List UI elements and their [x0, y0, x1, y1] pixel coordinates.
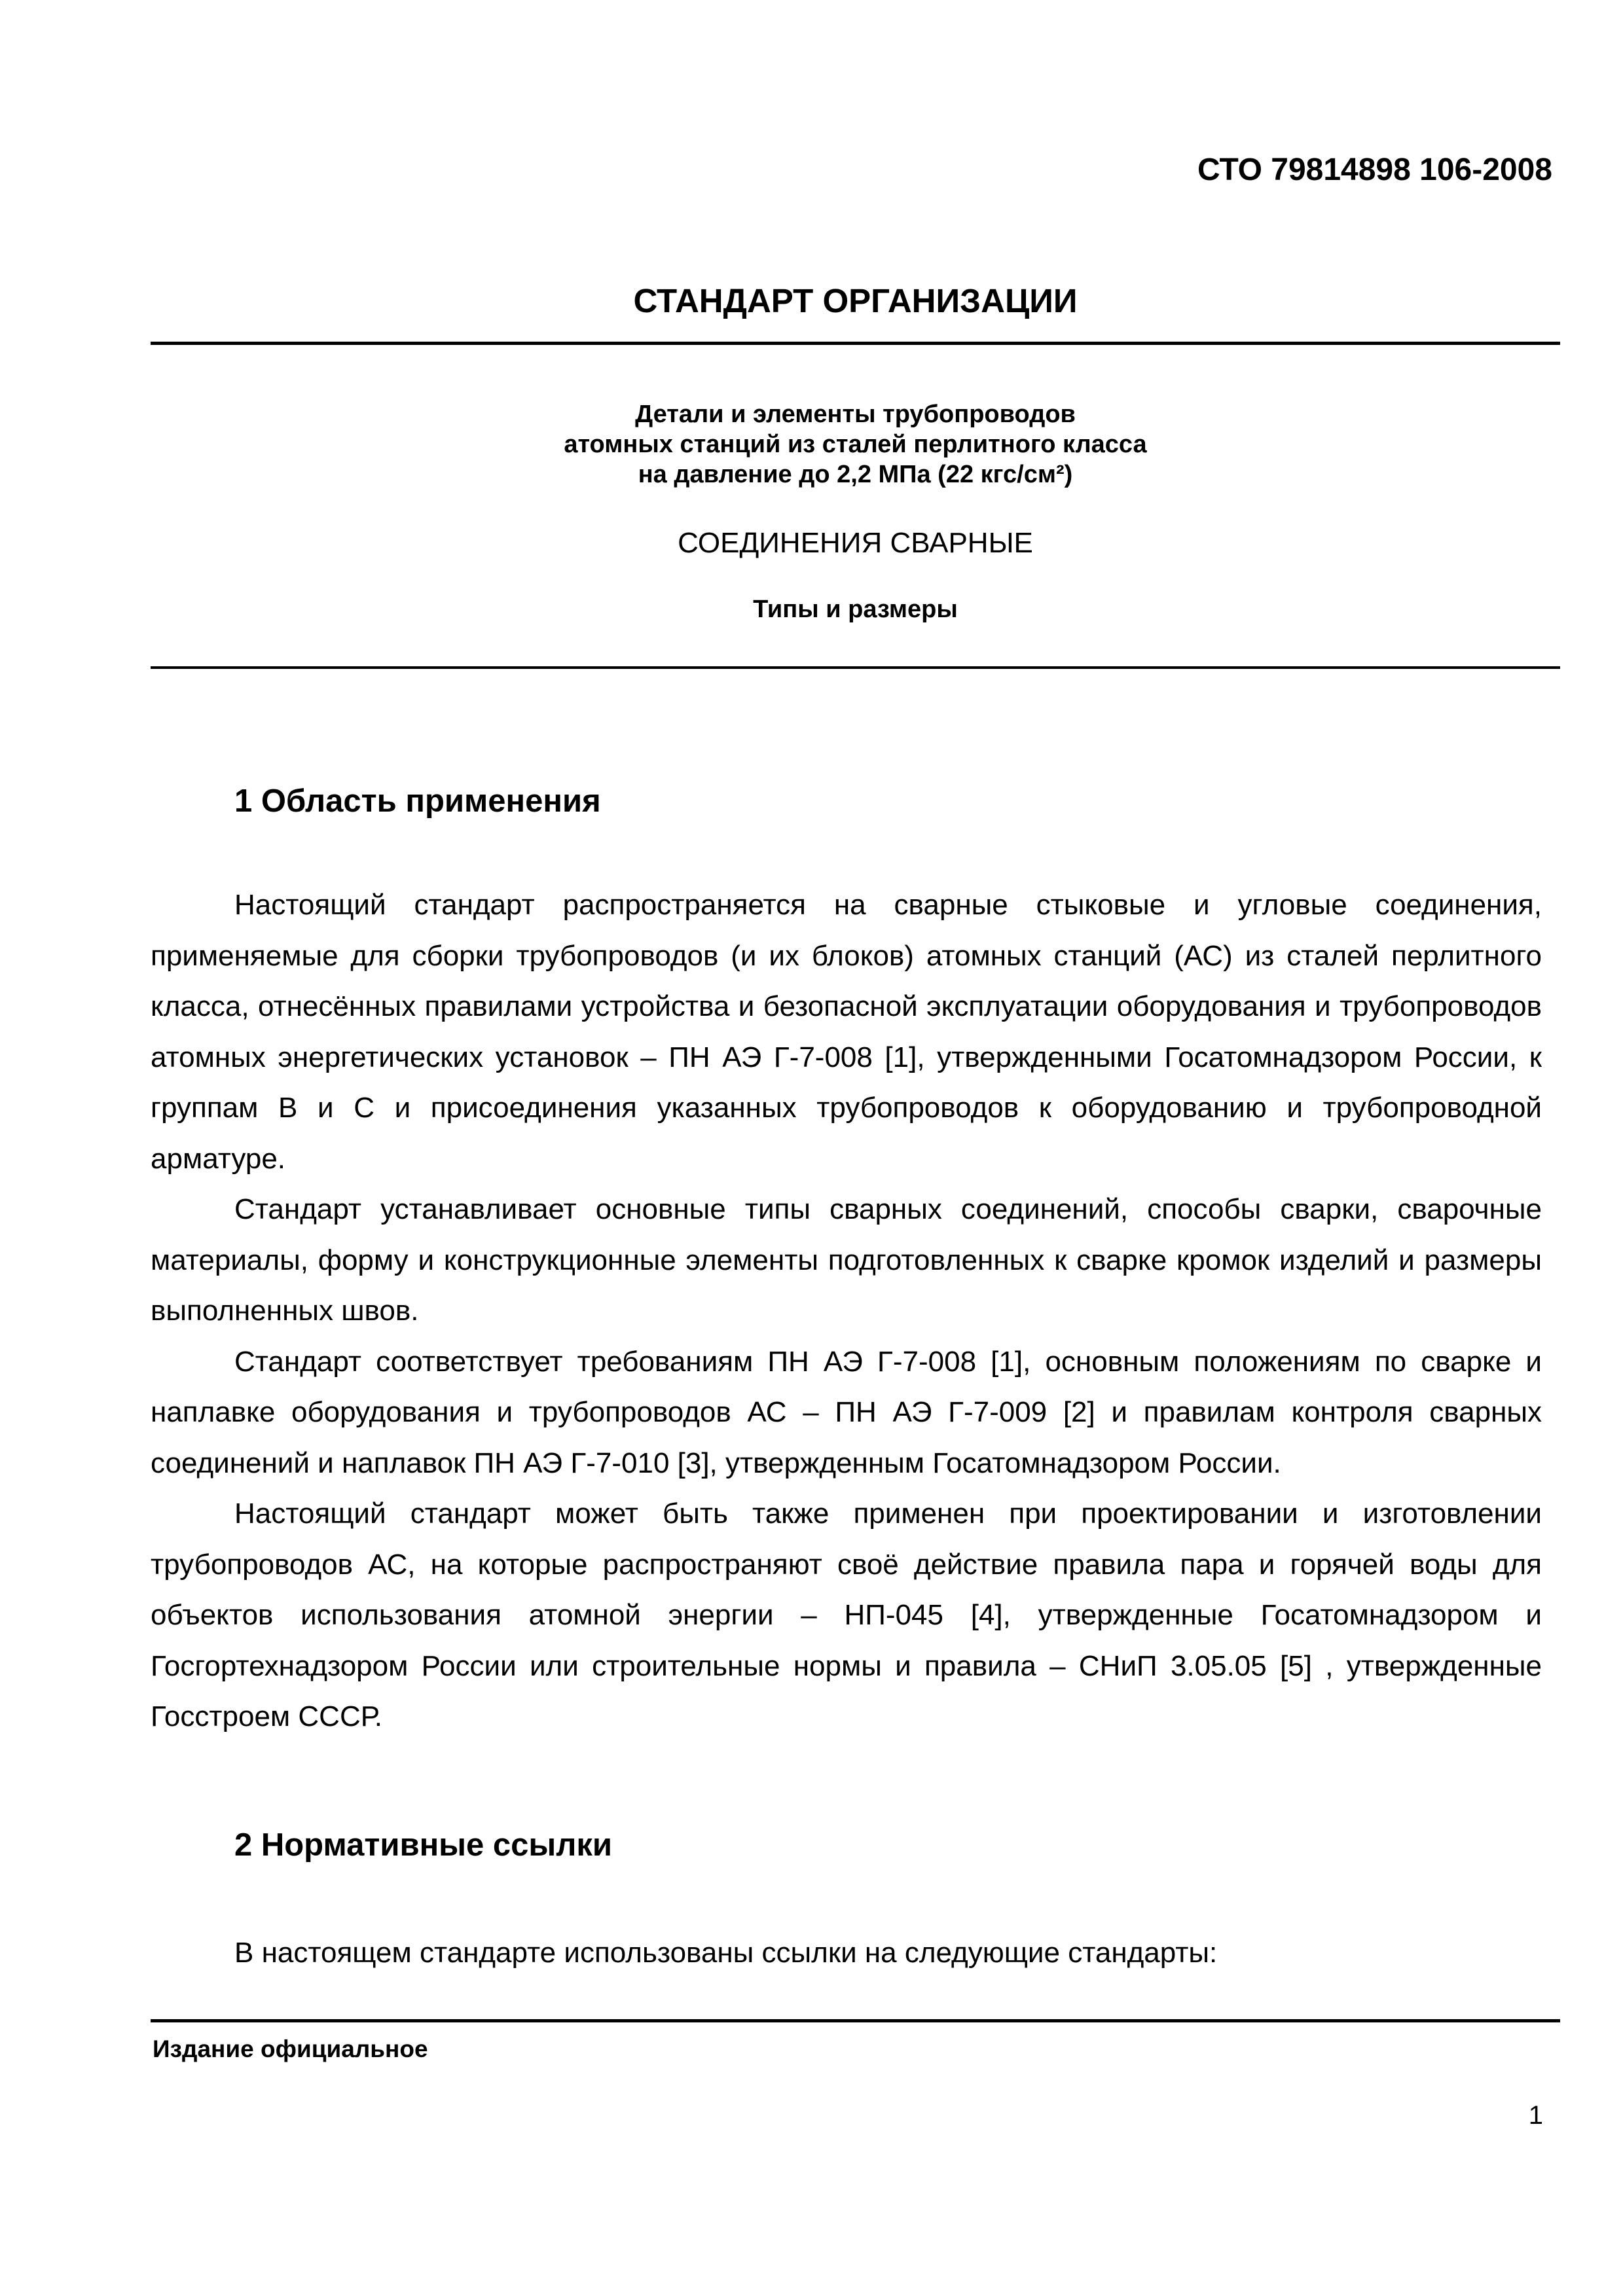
section-2-body — [151, 1928, 1542, 1979]
title-divider — [151, 666, 1560, 669]
standard-type-title: СТАНДАРТ ОРГАНИЗАЦИИ — [633, 282, 1078, 319]
paragraph: Стандарт устанавливает основные типы сварных соединений, способы сварки, сварочные материалы, форму и конструкционные элементы подготовленных к сварке кромок изделий и размеры выполненных швов. — [151, 1193, 1542, 1327]
product-title: СОЕДИНЕНИЯ СВАРНЫЕ — [678, 527, 1033, 559]
subject-block — [151, 399, 1560, 490]
document-code: СТО 79814898 106-2008 — [1197, 152, 1552, 187]
footer-divider — [151, 2019, 1560, 2022]
section-2-heading: 2 Нормативные ссылки — [234, 1827, 612, 1863]
paragraph: Стандарт соответствует требованиям ПН АЭ Г-7-008 [1], основным положениям по сварке и наплавке оборудования и трубопроводов АС – ПН АЭ Г-7-009 [2] и правилам контроля сварных соединений и наплавок ПН АЭ Г-7-010 [3], утвержденным Госатомнадзором России. — [151, 1345, 1542, 1479]
scope-subtitle: Типы и размеры — [753, 596, 958, 623]
top-divider — [151, 342, 1560, 345]
section-1-body — [151, 880, 1542, 1742]
subject-line: на давление до 2,2 МПа (22 кгс/см²) — [638, 461, 1073, 488]
paragraph: В настоящем стандарте использованы ссылки на следующие стандарты: — [234, 1937, 1218, 1969]
subject-line: Детали и элементы трубопроводов — [635, 401, 1076, 428]
paragraph: Настоящий стандарт может быть также применен при проектировании и изготовлении трубопроводов АС, на которые распространяют своё действие правила пара и горячей воды для объектов использования атомной энергии – НП-045 [4], утвержденные Госатомнадзором и Госгортехнадзором России или строительные нормы и правила – СНиП 3.05.05 [5] , утвержденные Госстроем СССР. — [151, 1498, 1542, 1732]
paragraph: Настоящий стандарт распространяется на сварные стыковые и угловые соединения, применяемые для сборки трубопроводов (и их блоков) атомных станций (АС) из сталей перлитного класса, отнесённых правилами устройства и безопасной эксплуатации оборудования и трубопроводов атомных энергетических установок – ПН АЭ Г-7-008 [1], утвержденными Госатомнадзором России, к группам В и С и присоединения указанных трубопроводов к оборудованию и трубопроводной арматуре. — [151, 889, 1542, 1175]
section-1-heading: 1 Область применения — [234, 783, 601, 819]
edition-label: Издание официальное — [153, 2036, 428, 2062]
subject-line: атомных станций из сталей перлитного класса — [564, 431, 1147, 458]
page-number: 1 — [1528, 2101, 1543, 2130]
